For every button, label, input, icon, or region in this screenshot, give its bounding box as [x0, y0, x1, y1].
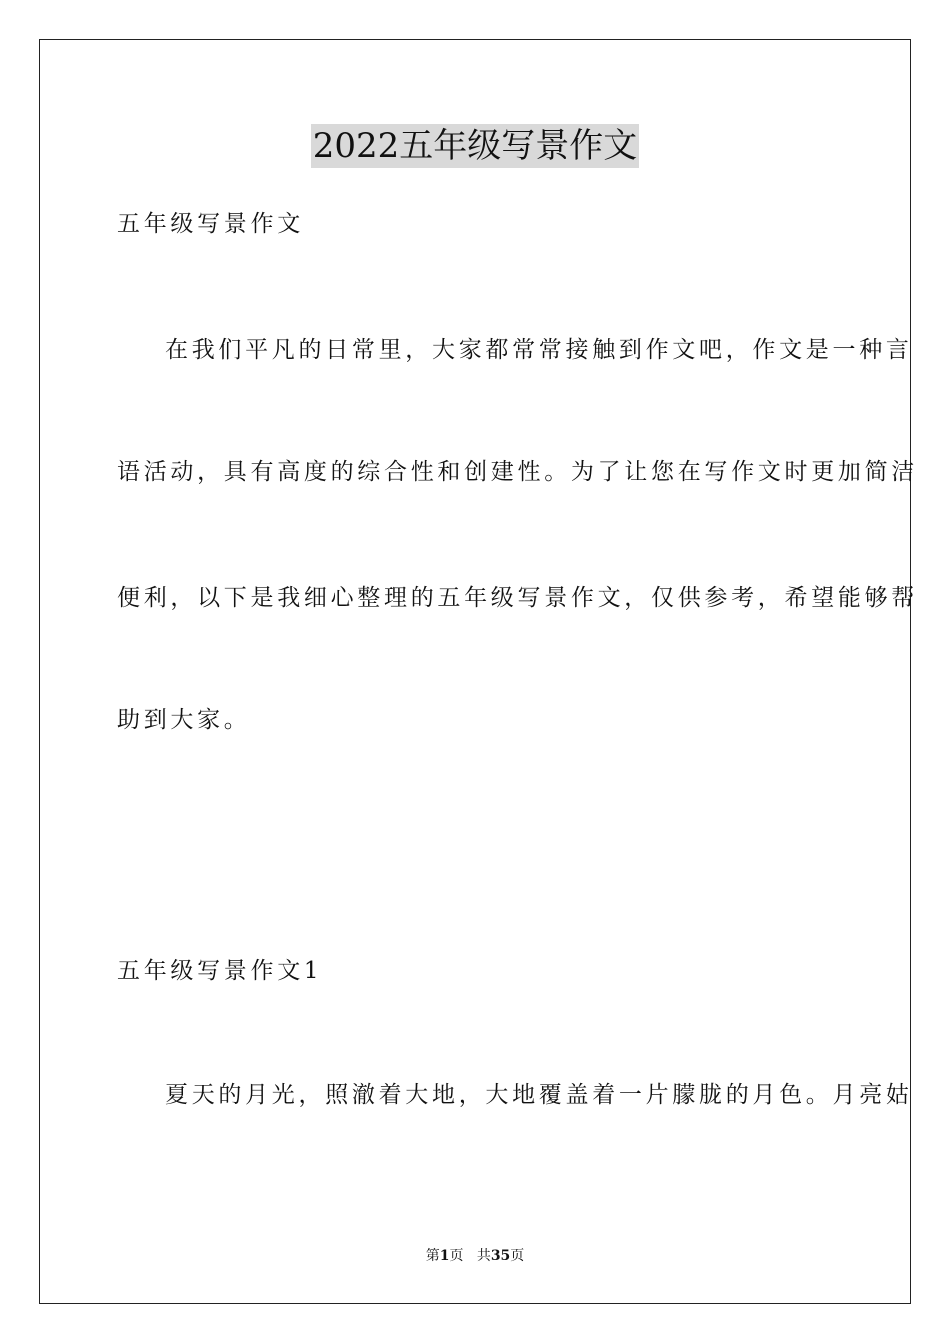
document-title: 2022五年级写景作文 — [312, 126, 638, 166]
page-prefix: 第 — [425, 1248, 440, 1264]
paragraph-line: 便利，以下是我细心整理的五年级写景作文，仅供参考，希望能够帮 — [117, 585, 918, 611]
total-prefix: 共 — [476, 1248, 491, 1264]
page-suffix: 页 — [449, 1248, 464, 1264]
paragraph-line: 夏天的月光，照澈着大地，大地覆盖着一片朦胧的月色。月亮姑 — [165, 1082, 913, 1108]
paragraph-line: 语活动，具有高度的综合性和创建性。为了让您在写作文时更加简洁 — [117, 459, 918, 485]
page-number: 1 — [439, 1248, 450, 1264]
section-heading: 五年级写景作文1 — [117, 958, 323, 984]
total-pages: 35 — [490, 1248, 511, 1264]
total-suffix: 页 — [510, 1248, 525, 1264]
document-subtitle: 五年级写景作文 — [117, 211, 304, 237]
paragraph-line: 在我们平凡的日常里，大家都常常接触到作文吧，作文是一种言 — [165, 337, 913, 363]
title-container — [0, 124, 950, 168]
page-footer — [0, 1246, 950, 1266]
paragraph-line: 助到大家。 — [117, 707, 251, 733]
